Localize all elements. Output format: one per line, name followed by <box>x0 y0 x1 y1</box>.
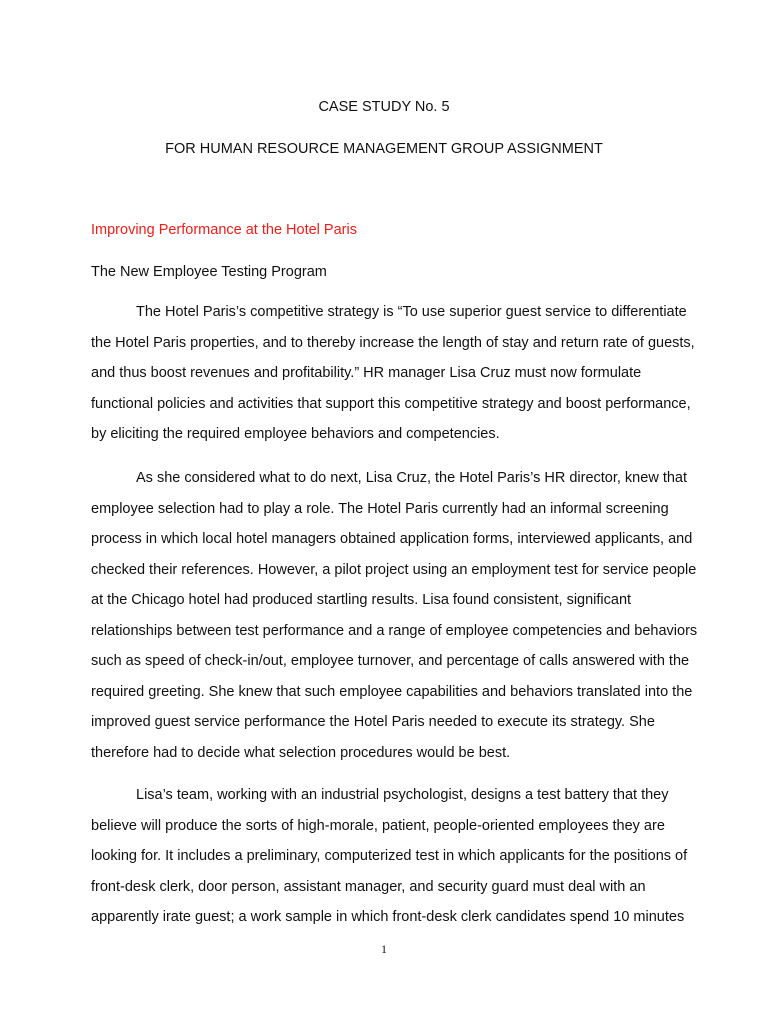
page-number: 1 <box>381 942 387 956</box>
paragraph-line: believe will produce the sorts of high-morale, patient, people-oriented employees they are <box>91 817 665 834</box>
paragraph-line: The Hotel Paris’s competitive strategy is “To use superior guest service to differentiate <box>136 304 687 320</box>
subsection-heading: The New Employee Testing Program <box>91 264 327 280</box>
paragraph-line: the Hotel Paris properties, and to thereby increase the length of stay and return rate of guests, <box>91 334 695 351</box>
paragraph-3 <box>91 780 711 933</box>
case-study-title: CASE STUDY No. 5 <box>318 99 450 115</box>
section-heading: Improving Performance at the Hotel Paris <box>91 222 357 238</box>
paragraph-line: at the Chicago hotel had produced startling results. Lisa found consistent, significant <box>91 592 632 608</box>
paragraph-line: relationships between test performance and a range of employee competencies and behaviors <box>91 622 698 639</box>
assignment-subtitle: FOR HUMAN RESOURCE MANAGEMENT GROUP ASSIGNMENT <box>165 141 603 157</box>
paragraph-2 <box>91 463 711 768</box>
paragraph-line: functional policies and activities that support this competitive strategy and boost performance, <box>91 395 691 412</box>
paragraph-line: process in which local hotel managers obtained application forms, interviewed applicants, and <box>91 531 693 547</box>
paragraph-line: and thus boost revenues and profitability.” HR manager Lisa Cruz must now formulate <box>91 365 642 381</box>
paragraph-line: apparently irate guest; a work sample in which front-desk clerk candidates spend 10 minutes <box>91 909 685 925</box>
paragraph-line: As she considered what to do next, Lisa Cruz, the Hotel Paris’s HR director, knew that <box>136 470 687 486</box>
paragraph-line: employee selection had to play a role. The Hotel Paris currently had an informal screening <box>91 500 669 517</box>
paragraph-1 <box>91 297 711 450</box>
paragraph-line: looking for. It includes a preliminary, computerized test in which applicants for the positions of <box>91 848 688 864</box>
paragraph-line: required greeting. She knew that such employee capabilities and behaviors translated into the <box>91 683 693 700</box>
paragraph-line: Lisa’s team, working with an industrial psychologist, designs a test battery that they <box>136 787 669 803</box>
paragraph-line: such as speed of check-in/out, employee turnover, and percentage of calls answered with the <box>91 653 690 669</box>
paragraph-line: improved guest service performance the Hotel Paris needed to execute its strategy. She <box>91 714 655 730</box>
paragraph-line: by eliciting the required employee behaviors and competencies. <box>91 426 500 442</box>
paragraph-line: therefore had to decide what selection procedures would be best. <box>91 744 511 761</box>
paragraph-line: checked their references. However, a pilot project using an employment test for service people <box>91 561 697 578</box>
paragraph-line: front-desk clerk, door person, assistant manager, and security guard must deal with an <box>91 878 646 895</box>
